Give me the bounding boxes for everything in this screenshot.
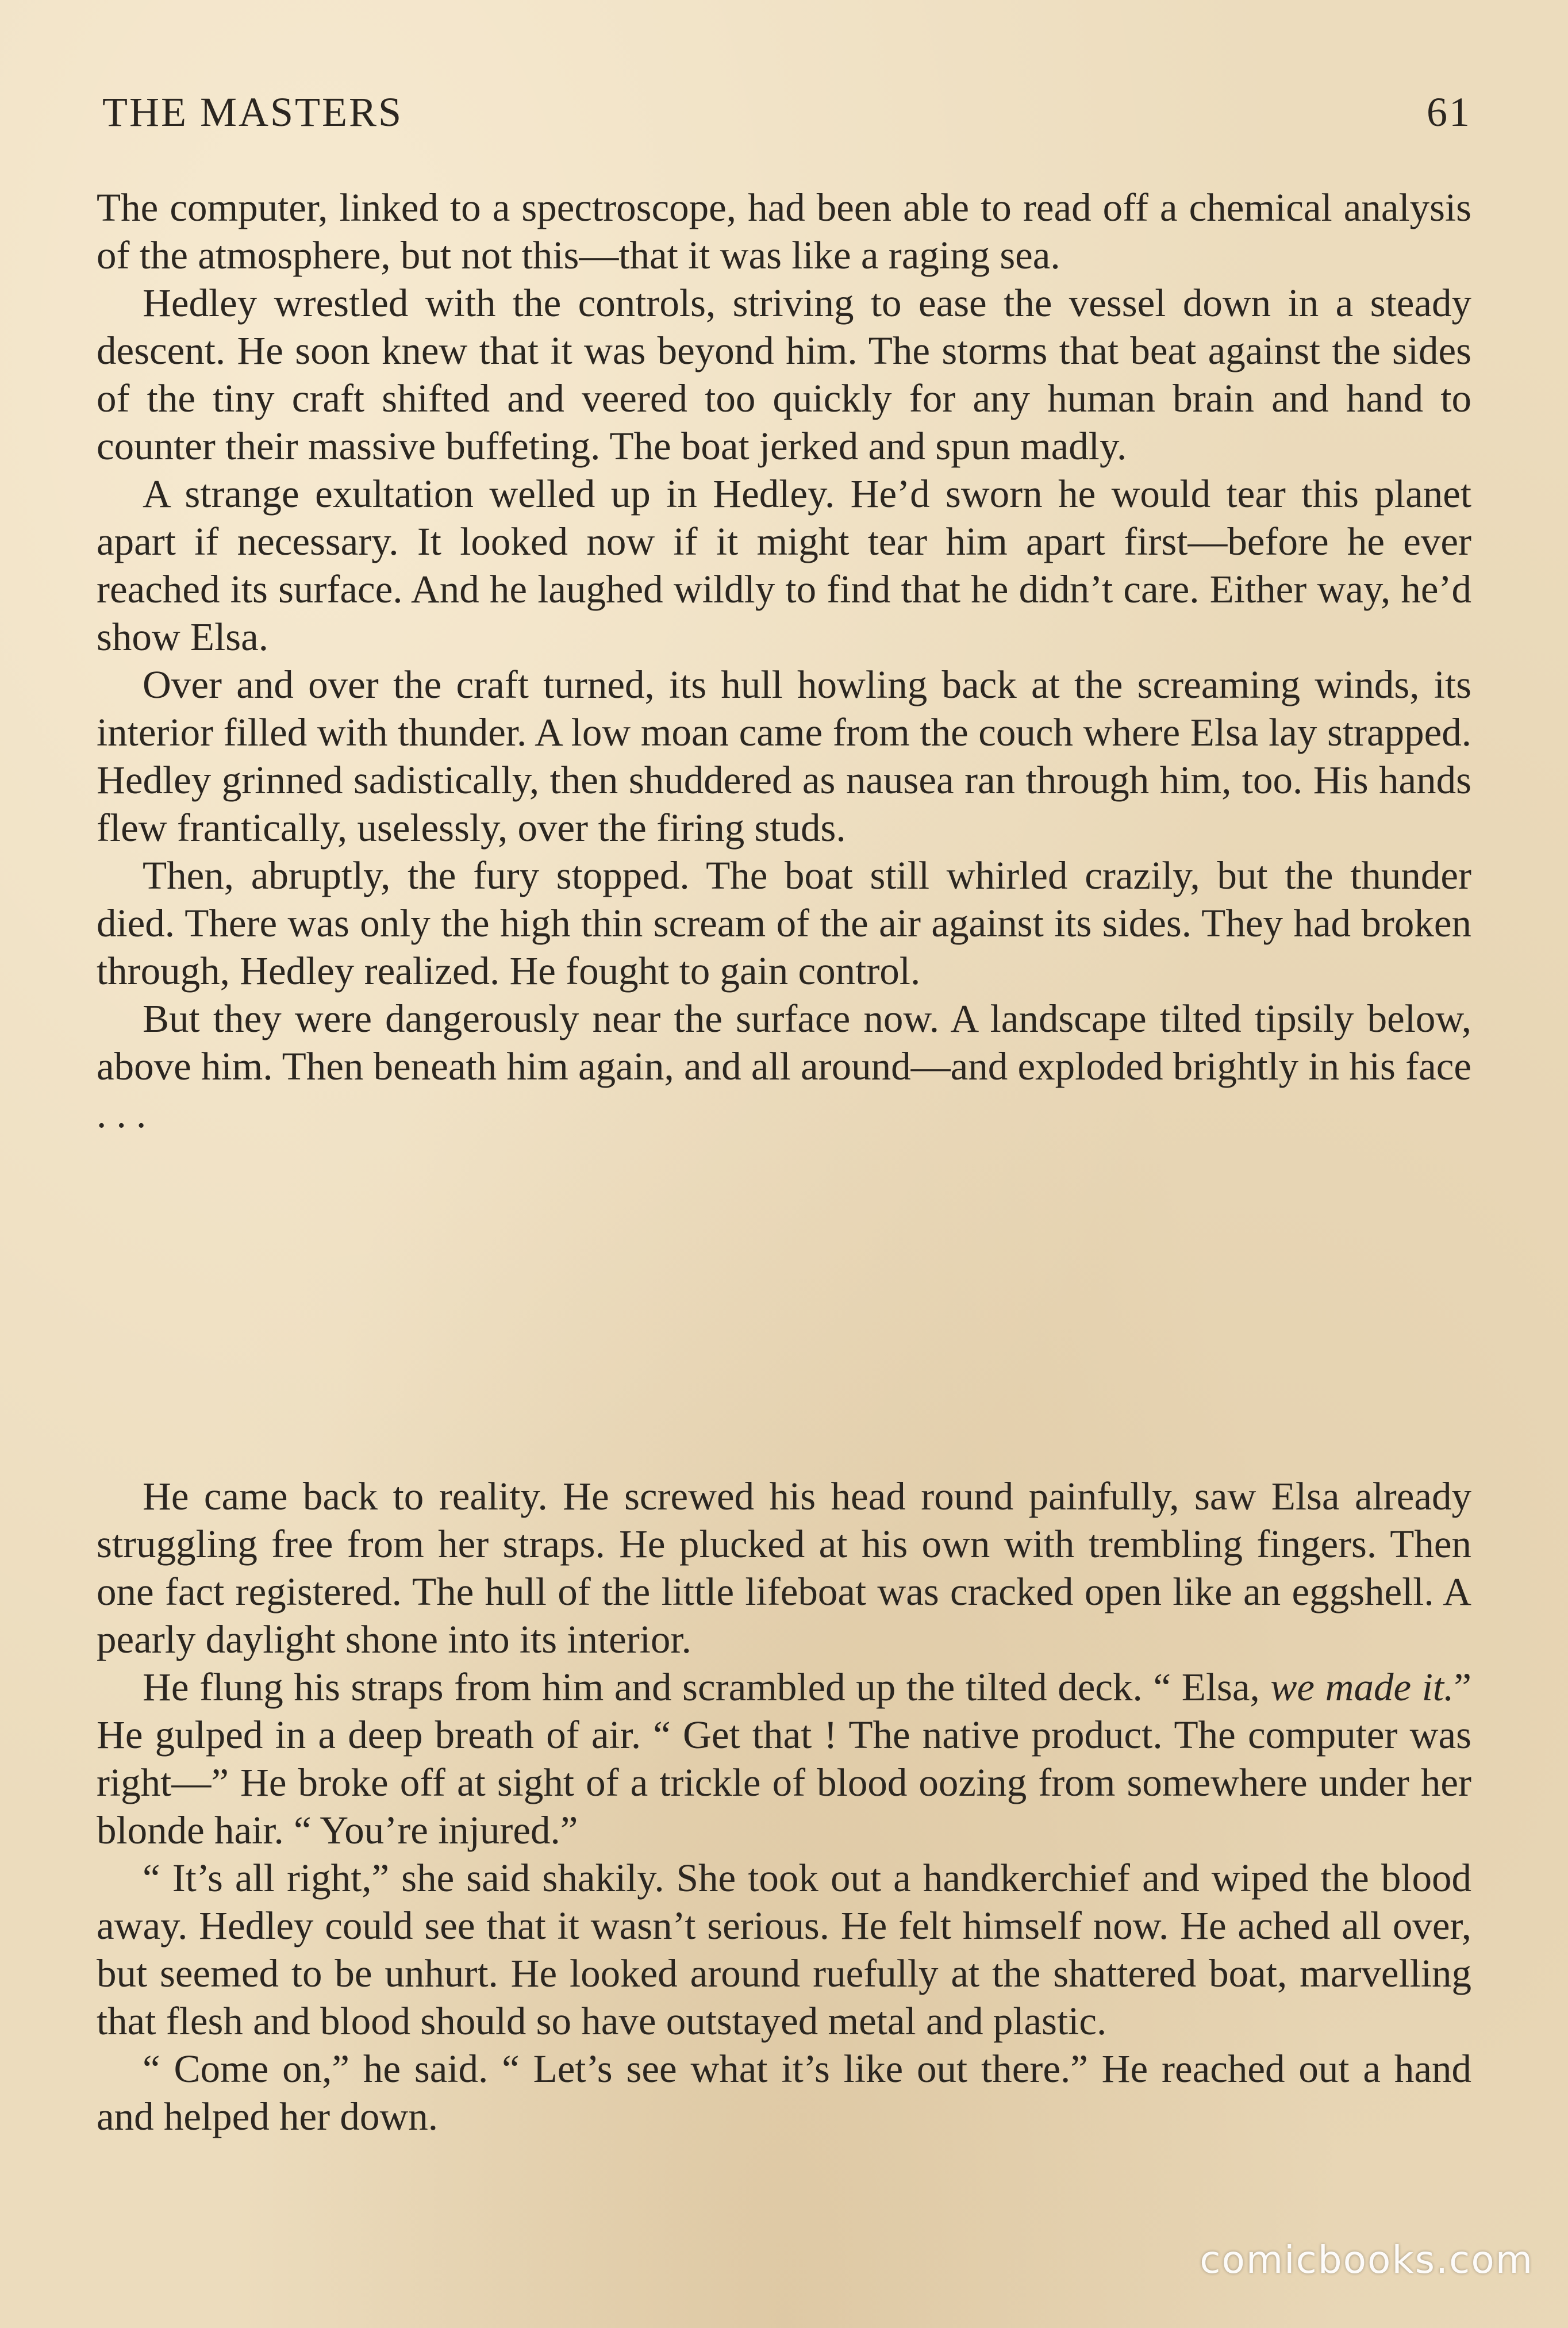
text-section-1: [97, 184, 1471, 1138]
paragraph: “ It’s all right,” she said shakily. She took out a handkerchief and wiped the blood away. Hedley could see that it wasn’t serious. He felt himself now. He ached all over, but seemed to be unhurt. He looked around ruefully at the shattered boat, marvelling that flesh and blood should so have outstayed metal and plastic.: [97, 1856, 1471, 2043]
paragraph: Hedley wrestled with the controls, striving to ease the vessel down in a steady descent. He soon knew that it was beyond him. The storms that beat against the sides of the tiny craft shifted and veered too quickly for any human brain and hand to counter their massive buffeting. The boat jerked and spun madly.: [97, 281, 1471, 468]
paragraph: But they were dangerously near the surface now. A landscape tilted tipsily below, above him. Then beneath him again, and all around—and exploded brightly in his face . . .: [97, 997, 1471, 1136]
paragraph: “ Come on,” he said. “ Let’s see what it’s like out there.” He reached out a hand and helped her down.: [97, 2047, 1471, 2138]
text-section-2: [97, 1473, 1471, 2141]
paragraph: [97, 1664, 1471, 1854]
paragraph: Over and over the craft turned, its hull howling back at the screaming winds, its interior filled with thunder. A low moan came from the couch where Elsa lay strapped. Hedley grinned sadistically, then shuddered as nausea ran through him, too. His hands flew frantically, uselessly, over the firing studs.: [97, 663, 1471, 850]
paragraph: A strange exultation welled up in Hedley. He’d sworn he would tear this planet apart if necessary. It looked now if it might tear him apart first—before he ever reached its surface. And he laughed wildly to find that he didn’t care. Either way, he’d show Elsa.: [97, 472, 1471, 659]
paragraph-text: ” He gulped in a deep breath of air. “ Get that ! The native product. The computer was right—” He broke off at sight of a trickle of blood oozing from somewhere under her blonde hair. “ You’re injured.”: [97, 1665, 1471, 1852]
running-head: [102, 80, 1471, 144]
paragraph: The computer, linked to a spectroscope, had been able to read off a chemical analysis of the atmosphere, but not this—that it was like a raging sea.: [97, 186, 1471, 277]
paragraph: Then, abruptly, the fury stopped. The boat still whirled crazily, but the thunder died. There was only the high thin scream of the air against its sides. They had broken through, Hedley realized. He fought to gain control.: [97, 854, 1471, 993]
emphasis-text: we made it.: [1270, 1665, 1454, 1709]
watermark: comicbooks.com: [1200, 2238, 1534, 2282]
paragraph: He came back to reality. He screwed his head round painfully, saw Elsa already struggling free from her straps. He plucked at his own with trembling fingers. Then one fact registered. The hull of the little lifeboat was cracked open like an eggshell. A pearly daylight shone into its interior.: [97, 1474, 1471, 1661]
page-number: 61: [1427, 89, 1471, 135]
running-title: THE MASTERS: [102, 89, 403, 135]
book-page: [97, 80, 1471, 2265]
paragraph-text: He flung his straps from him and scrambled up the tilted deck. “ Elsa,: [143, 1665, 1271, 1709]
